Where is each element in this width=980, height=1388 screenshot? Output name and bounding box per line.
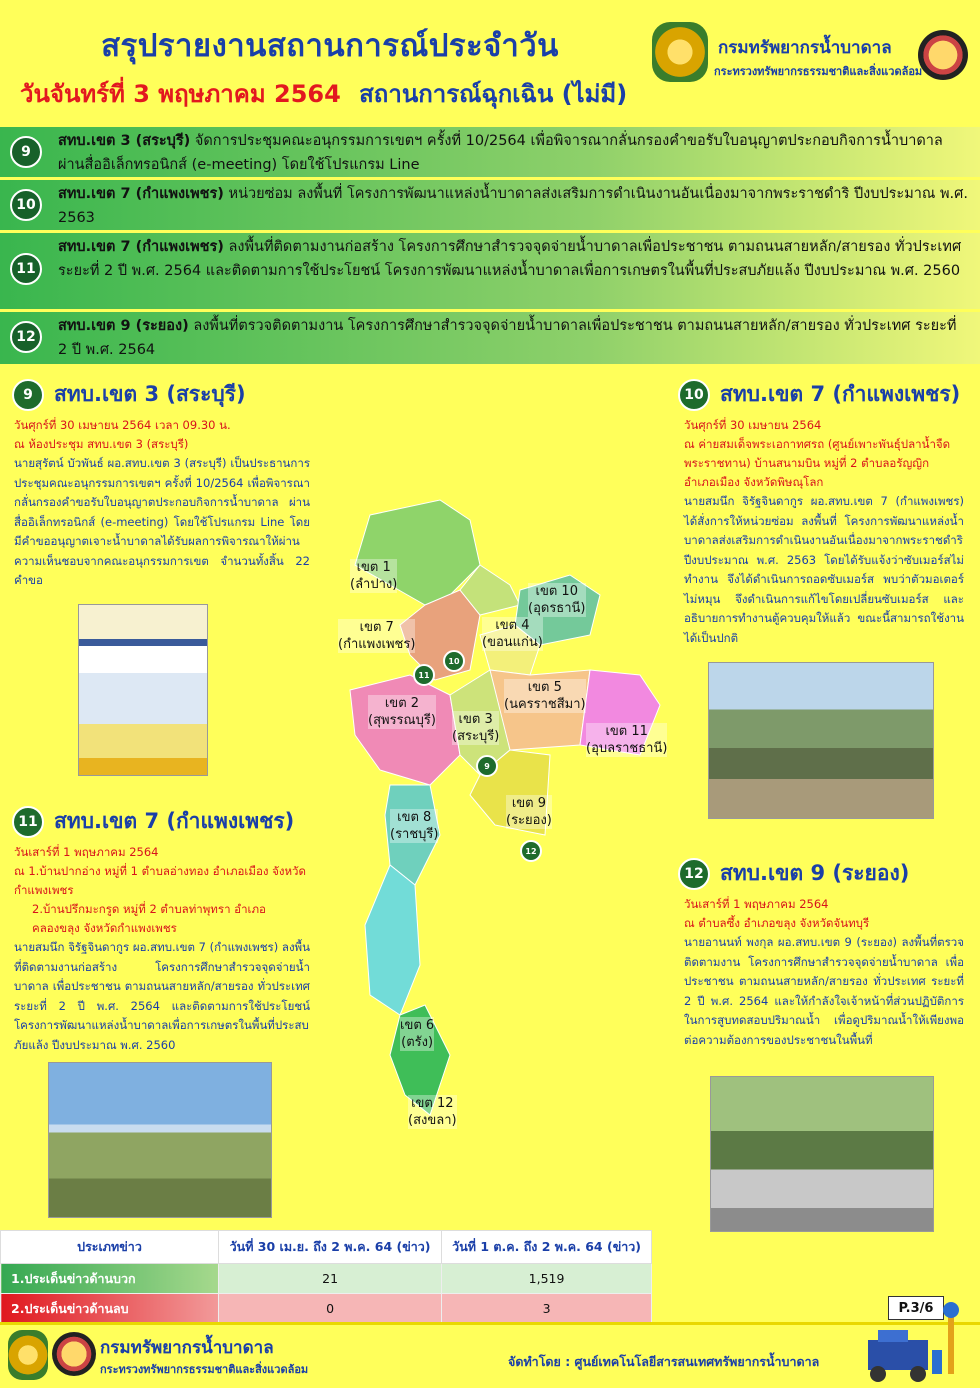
- table-cell-label: 2.ประเด็นข่าวด้านลบ: [1, 1294, 219, 1324]
- emergency-status: สถานการณ์ฉุกเฉิน (ไม่มี): [359, 80, 628, 108]
- summary-item: [0, 127, 980, 177]
- drilling-rig-icon: [848, 1300, 976, 1386]
- map-region-label: เขต 1 (ลำปาง): [350, 560, 398, 592]
- map-region-label: เขต 6 (ตรัง): [400, 1018, 435, 1050]
- repair-photo: [708, 662, 934, 819]
- table-row: [1, 1294, 652, 1324]
- map-region-label: เขต 10 (อุดรธานี): [528, 584, 586, 616]
- map-region-label: เขต 2 (สุพรรณบุรี): [368, 696, 436, 728]
- map-region-label: เขต 11 (อุบลราชธานี): [586, 724, 668, 756]
- table-cell-label: 1.ประเด็นข่าวด้านบวก: [1, 1264, 219, 1294]
- map-pin: 11: [413, 664, 435, 686]
- section-place: ณ ตำบลซึ้ง อำเภอขลุง จังหวัดจันทบุรี: [684, 916, 870, 930]
- page-number: P.3/6: [888, 1296, 944, 1320]
- ministry-seal-icon: [918, 30, 968, 80]
- footer-ministry-name: กระทรวงทรัพยากรธรรมชาติและสิ่งแวดล้อม: [100, 1363, 309, 1376]
- summary-office: สทบ.เขต 3 (สระบุรี): [58, 133, 191, 149]
- section-date: วันเสาร์ที่ 1 พฤษภาคม 2564: [684, 897, 829, 911]
- map-pin: 10: [443, 650, 465, 672]
- section-title: สทบ.เขต 7 (กำแพงเพชร): [720, 382, 961, 406]
- page-title: สรุปรายงานสถานการณ์ประจำวัน: [101, 28, 559, 64]
- map-region-label: เขต 12 (สงขลา): [408, 1096, 457, 1128]
- site-visit-photo: [48, 1062, 272, 1218]
- table-cell: 21: [219, 1264, 442, 1294]
- summary-item: [0, 180, 980, 230]
- pump-test-photo: [710, 1076, 934, 1232]
- summary-text: ลงพื้นที่ติดตามงานก่อสร้าง โครงการศึกษาสำรวจจุดจ่ายน้ำบาดาลเพื่อประชาชน ตามถนนสายหลัก/สายรอง ทั่วประเทศ ระยะที่ 2 ปี พ.ศ. 2564 และติดตามการใช้ประโยชน์ โครงการพัฒนาแหล่งน้ำบาดาลเพื่อการเกษตรในพื้นที่ประสบภัยแล้ง ปีงบประมาณ พ.ศ. 2560: [58, 239, 962, 279]
- section-title: สทบ.เขต 9 (ระยอง): [720, 861, 910, 885]
- thailand-region-map: [330, 495, 670, 1135]
- footer-department-name: กรมทรัพยากรน้ำบาดาล: [100, 1338, 274, 1358]
- summary-number: 12: [10, 321, 42, 353]
- map-region-label: เขต 3 (สระบุรี): [452, 712, 500, 744]
- department-seal-icon: [8, 1330, 48, 1380]
- section-number: 12: [678, 858, 710, 890]
- summary-item: [0, 233, 980, 309]
- table-row: [1, 1264, 652, 1294]
- section-place-2: 2.บ้านปรึกมะกรูด หมู่ที่ 2 ตำบลท่าพุทรา อำเภอคลองขลุง จังหวัดกำแพงเพชร: [32, 902, 266, 935]
- section-body: นายสมนึก จิรัฐจินดากูร ผอ.สทบ.เขต 7 (กำแพงเพชร) ลงพื้นที่ติดตามงานก่อสร้าง โครงการศึกษาสำรวจจุดจ่ายน้ำบาดาล เพื่อประชาชน ตามถนนสายหลัก/สายรอง ทั่วประเทศ ระยะที่ 2 ปี พ.ศ. 2564 และติดตามการใช้ประโยชน์ โครงการพัฒนาแหล่งน้ำบาดาลเพื่อการเกษตรในพื้นที่ประสบภัยแล้ง ปีงบประมาณ พ.ศ. 2560: [14, 940, 310, 1052]
- section-title: สทบ.เขต 7 (กำแพงเพชร): [54, 809, 295, 833]
- section-10-header: [678, 378, 960, 411]
- department-seal-icon: [652, 22, 708, 82]
- summary-number: 11: [10, 253, 42, 285]
- section-11-content: [14, 843, 310, 1055]
- section-12-content: [684, 895, 964, 1050]
- section-place: ณ 1.บ้านปากอ่าง หมู่ที่ 1 ตำบลอ่างทอง อำเภอเมือง จังหวัดกำแพงเพชร: [14, 864, 306, 897]
- section-number: 10: [678, 379, 710, 411]
- summary-office: สทบ.เขต 7 (กำแพงเพชร): [58, 186, 224, 202]
- map-region-label: เขต 7 (กำแพงเพชร): [338, 620, 416, 652]
- summary-text: ลงพื้นที่ตรวจติดตามงาน โครงการศึกษาสำรวจจุดจ่ายน้ำบาดาลเพื่อประชาชน ตามถนนสายหลัก/สายรอง ทั่วประเทศ ระยะที่ 2 ปี พ.ศ. 2564: [58, 318, 957, 358]
- section-place: ณ ค่ายสมเด็จพระเอกาทศรถ (ศูนย์เพาะพันธุ์ปลาน้ำจืดพระราชทาน) บ้านสนามบิน หมู่ที่ 2 ตำบลอรัญญิก อำเภอเมือง จังหวัดพิษณุโลก: [684, 437, 951, 489]
- prepared-by: จัดทำโดย : ศูนย์เทคโนโลยีสารสนเทศทรัพยากรน้ำบาดาล: [508, 1354, 820, 1369]
- report-date-line: [20, 74, 640, 113]
- report-date: วันจันทร์ที่ 3 พฤษภาคม 2564: [20, 80, 341, 108]
- summary-text: จัดการประชุมคณะอนุกรรมการเขตฯ ครั้งที่ 10/2564 เพื่อพิจารณากลั่นกรองคำขอรับใบอนุญาตประกอบกิจการน้ำบาดาล ผ่านสื่ออิเล็กทรอนิกส์ (e-meeting) โดยใช้โปรแกรม Line: [58, 133, 943, 173]
- section-10-content: [684, 416, 964, 648]
- map-pin: 12: [520, 840, 542, 862]
- map-region-label: เขต 8 (ราชบุรี): [390, 810, 439, 842]
- table-header: วันที่ 30 เม.ย. ถึง 2 พ.ค. 64 (ข่าว): [219, 1231, 442, 1264]
- summary-text: หน่วยซ่อม ลงพื้นที่ โครงการพัฒนาแหล่งน้ำบาดาลส่งเสริมการดำเนินงานอันเนื่องมาจากพระราชดำริ ปีงบประมาณ พ.ศ. 2563: [58, 186, 968, 226]
- map-pin: 9: [476, 755, 498, 777]
- section-date: วันเสาร์ที่ 1 พฤษภาคม 2564: [14, 845, 159, 859]
- section-12-header: [678, 857, 909, 890]
- map-region-label: เขต 5 (นครราชสีมา): [504, 680, 586, 712]
- table-header-row: [1, 1231, 652, 1264]
- summary-office: สทบ.เขต 9 (ระยอง): [58, 318, 189, 334]
- map-region-label: เขต 9 (ระยอง): [506, 796, 552, 828]
- section-place: ณ ห้องประชุม สทบ.เขต 3 (สระบุรี): [14, 437, 189, 451]
- department-name: กรมทรัพยากรน้ำบาดาล: [718, 38, 892, 58]
- table-cell: 1,519: [442, 1264, 652, 1294]
- table-cell: 3: [442, 1294, 652, 1324]
- summary-item: [0, 312, 980, 364]
- table-cell: 0: [219, 1294, 442, 1324]
- section-body: นายสุรัตน์ บัวพันธ์ ผอ.สทบ.เขต 3 (สระบุรี) เป็นประธานการประชุมคณะอนุกรรมการเขตฯ ครั้งที่ 10/2564 เพื่อพิจารณากลั่นกรองคำขอรับใบอนุญาตประกอบกิจการน้ำบาดาล ผ่านสื่ออิเล็กทรอนิกส์ (e-meeting) โดยใช้โปรแกรม Line โดยมีคำขออนุญาตเจาะน้ำบาดาลได้รับผลการพิจารณาให้ผ่านความเห็นชอบจากคณะอนุกรรมการเขต จำนวนทั้งสิ้น 22 คำขอ: [14, 456, 310, 587]
- section-number: 9: [12, 379, 44, 411]
- ministry-name: กระทรวงทรัพยากรธรรมชาติและสิ่งแวดล้อม: [714, 65, 923, 78]
- section-number: 11: [12, 806, 44, 838]
- news-summary-table: [0, 1230, 652, 1324]
- section-date: วันศุกร์ที่ 30 เมษายน 2564 เวลา 09.30 น.: [14, 418, 231, 432]
- section-11-header: [12, 805, 294, 838]
- table-header: ประเภทข่าว: [1, 1231, 219, 1264]
- ministry-seal-icon: [52, 1332, 96, 1376]
- summary-office: สทบ.เขต 7 (กำแพงเพชร): [58, 239, 224, 255]
- section-body: นายอานนท์ พงกุล ผอ.สทบ.เขต 9 (ระยอง) ลงพื้นที่ตรวจติดตามงาน โครงการศึกษาสำรวจจุดจ่ายน้ำบาดาล เพื่อประชาชน ตามถนนสายหลัก/สายรอง ทั่วประเทศ ระยะที่ 2 ปี พ.ศ. 2564 และให้กำลังใจเจ้าหน้าที่ส่วนปฏิบัติการในการสูบทดสอบปริมาณน้ำ เพื่อดูปริมาณน้ำให้เพียงพอต่อความต้องการของประชาชนในพื้นที่: [684, 935, 964, 1047]
- section-9-content: [14, 416, 310, 591]
- section-date: วันศุกร์ที่ 30 เมษายน 2564: [684, 418, 822, 432]
- section-title: สทบ.เขต 3 (สระบุรี): [54, 382, 246, 406]
- section-9-header: [12, 378, 246, 411]
- section-body: นายสมนึก จิรัฐจินดากูร ผอ.สทบ.เขต 7 (กำแพงเพชร) ได้สั่งการให้หน่วยซ่อม ลงพื้นที่ โครงการพัฒนาแหล่งน้ำบาดาลส่งเสริมการดำเนินงานอันเนื่องมาจากพระราชดำริ ปีงบประมาณ พ.ศ. 2563 โดยได้รับแจ้งว่าซับเมอร์สไม่ทำงาน จึงได้ดำเนินการถอดซับเมอร์ส พบว่าตัวมอเตอร์ไม่หมุน จึงดำเนินการแก้ไขโดยเปลี่ยนซับเมอร์ส และอธิบายการทำงานตู้ควบคุมให้แล้ว ขณะนี้สามารถใช้งานได้เป็นปกติ: [684, 494, 964, 645]
- summary-number: 9: [10, 136, 42, 168]
- meeting-photo: [78, 604, 208, 776]
- map-region-label: เขต 4 (ขอนแก่น): [482, 618, 543, 650]
- summary-number: 10: [10, 189, 42, 221]
- table-header: วันที่ 1 ต.ค. ถึง 2 พ.ค. 64 (ข่าว): [442, 1231, 652, 1264]
